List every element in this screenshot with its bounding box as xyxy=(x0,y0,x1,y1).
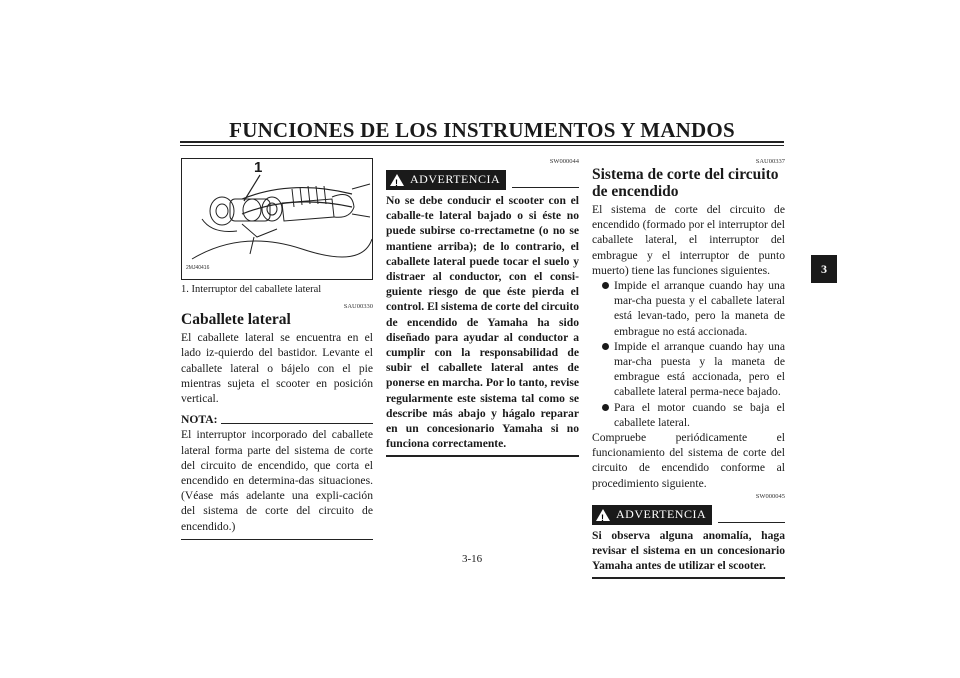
figure-image-id: 2MJ40416 xyxy=(186,264,210,271)
section-code: SAU00330 xyxy=(343,303,373,311)
figure-callout-number: 1 xyxy=(254,159,263,176)
warning-text: Si observa alguna anomalía, haga revisar el sistema en un concesionario Yamaha antes de utilizar el scooter. xyxy=(592,528,785,573)
list-item: Para el motor cuando se baja el caballete lateral. xyxy=(592,400,785,430)
section-intro: El sistema de corte del circuito de encendido (formado por el interruptor del caballete lateral, el interruptor del embrague y el interruptor de punto muerto) tiene las funciones siguientes. xyxy=(592,203,785,277)
column-right xyxy=(592,158,785,579)
warning-badge xyxy=(386,170,506,190)
warning-header xyxy=(386,170,579,190)
note-rule xyxy=(221,423,374,424)
list-item: Impide el arranque cuando hay una mar-cha puesta y el caballete lateral está levan-tado, pero la maneta de embrague no está accionada. xyxy=(592,278,785,339)
chapter-tab[interactable]: 3 xyxy=(811,255,837,283)
section-heading: Sistema de corte del circuito de encendido xyxy=(592,166,779,200)
warning-code: SW000045 xyxy=(755,492,785,500)
header-rule-thick xyxy=(180,141,784,143)
warning-triangle-icon: ! xyxy=(596,509,610,521)
warning-label: ADVERTENCIA xyxy=(616,507,707,522)
page-number: 3-16 xyxy=(462,553,483,565)
warning-end-rule xyxy=(386,455,579,457)
list-item: Impide el arranque cuando hay una mar-cha puesta y la maneta de embrague está accionada, pero el caballete lateral perma-nece bajado. xyxy=(592,339,785,400)
side-stand-switch-figure xyxy=(181,158,373,280)
warning-triangle-icon: ! xyxy=(390,174,404,186)
note-text: El interruptor incorporado del caballete lateral forma parte del sistema de corte del circuito de encendido, que corta el encendido en determina-das situaciones. (Véase más adelante una expli-cación del sistema de corte del circuito de encendido.) xyxy=(181,428,373,533)
section-outro: Compruebe periódicamente el funcionamiento del sistema de corte del circuito de encendido conforme al procedimiento siguiente. xyxy=(592,431,785,490)
warning-badge xyxy=(592,505,712,525)
bullet-icon xyxy=(602,404,609,411)
warning-header xyxy=(592,505,785,525)
section-code: SAU00337 xyxy=(755,158,785,165)
column-left xyxy=(181,158,373,540)
section-heading: Caballete lateral xyxy=(181,311,291,329)
warning-end-rule xyxy=(592,577,785,579)
side-stand-illustration xyxy=(182,159,372,279)
bullet-icon xyxy=(602,282,609,289)
note-label: NOTA: xyxy=(181,413,218,427)
warning-code: SW000044 xyxy=(549,158,579,165)
warning-text: No se debe conducir el scooter con el caballe-te lateral bajado o si éste no puede subirse co-rrectametne (o no se mantiene arriba); de lo contrario, el caballete lateral puede tocar el suelo y distraer al conductor, con el consi-guiente riesgo de que éste pierda el control. El sistema de corte del circuito de encendido de Yamaha ha sido diseñado para ayudar al conductor a cumplir con la responsabilidad de subir el caballete lateral antes de ponerse en marcha. Por lo tanto, revise regularmente este sistema tal como se describe más abajo y hágalo reparar en un concesionario Yamaha si no funciona correctamente. xyxy=(386,194,579,451)
figure-caption: 1. Interruptor del caballete lateral xyxy=(181,284,322,295)
note-header xyxy=(181,412,373,427)
function-list xyxy=(592,278,785,430)
note-end-rule xyxy=(181,539,373,540)
warning-rule xyxy=(512,187,579,188)
page-header-title: FUNCIONES DE LOS INSTRUMENTOS Y MANDOS xyxy=(229,118,735,142)
warning-rule xyxy=(718,522,785,523)
section-body: El caballete lateral se encuentra en el lado iz-quierdo del bastidor. Levante el caballete lateral o bájelo con el pie mientras sujeta el scooter en posición vertical. xyxy=(181,331,373,406)
warning-label: ADVERTENCIA xyxy=(410,172,501,187)
bullet-icon xyxy=(602,343,609,350)
header-rule-thin xyxy=(180,145,784,146)
column-middle xyxy=(386,158,579,457)
